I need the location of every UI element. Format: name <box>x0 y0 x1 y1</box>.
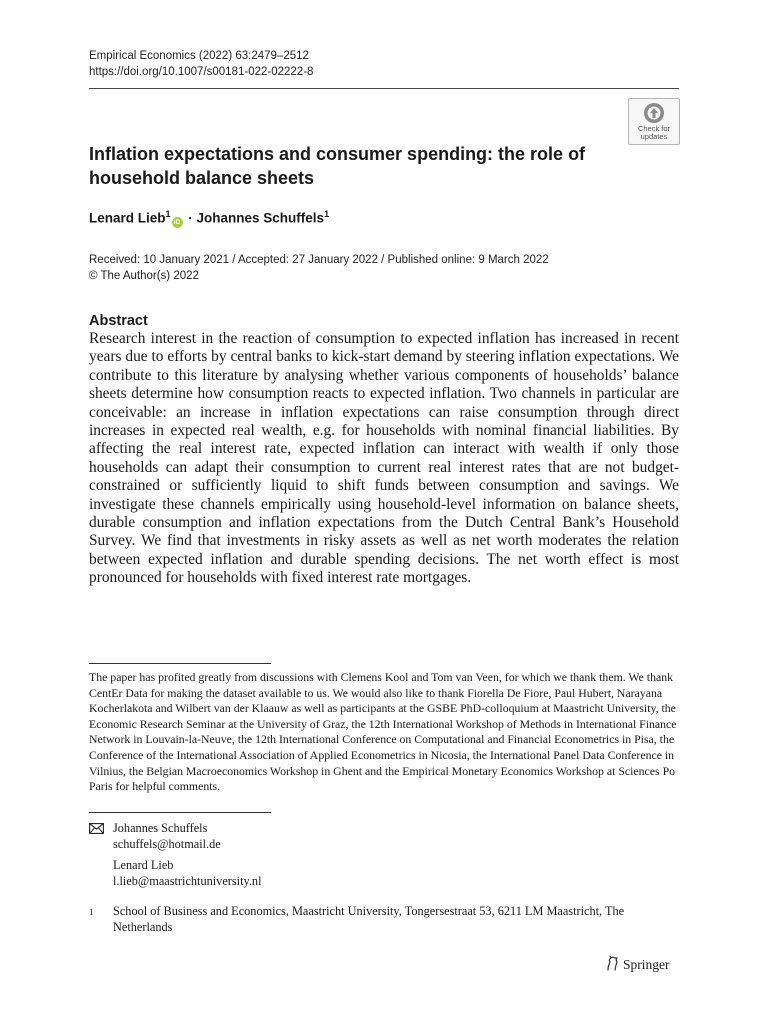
affiliation-text: School of Business and Economics, Maastricht University, Tongersestraat 53, 6211 LM Maastricht, The Netherlands <box>113 904 625 934</box>
paper-title: Inflation expectations and consumer spending: the role of household balance sheets <box>89 144 586 188</box>
journal-citation: Empirical Economics (2022) 63:2479–2512 <box>89 50 309 62</box>
publication-dates <box>89 252 549 284</box>
email-link[interactable]: schuffels@hotmail.de <box>113 837 221 851</box>
corresponding-author <box>113 820 221 852</box>
check-for-updates-button[interactable] <box>628 98 680 145</box>
journal-header <box>89 48 313 80</box>
check-updates-icon <box>643 102 665 124</box>
orcid-icon[interactable]: iD <box>172 217 183 228</box>
contact-name: Johannes Schuffels <box>113 821 208 835</box>
author-list <box>89 209 329 228</box>
header-rule <box>89 88 679 89</box>
abstract-heading: Abstract <box>89 313 148 329</box>
author-name[interactable]: Lenard Lieb <box>89 210 166 226</box>
email-link[interactable]: l.lieb@maastrichtuniversity.nl <box>113 874 262 888</box>
acknowledgement-footnote: The paper has profited greatly from discussions with Clemens Kool and Tom van Veen, for which we thank them. We thank CentEr Data for making the dataset available to us. We would also like to thank Fiorella De Fiore, Paul Hubert, Narayana Kocherlakota and Wilbert van der Klaauw as well as participants at the GSBE PhD-colloquium at Maastricht University, the Economic Research Seminar at the University of Graz, the 12th International Workshop of Methods in International Finance Network in Louvain-la-Neuve, the 12th International Conference on Computational and Financial Econometrics in Pisa, the Conference of the International Association of Applied Econometrics in Nicosia, the International Panel Data Conference in Vilnius, the Belgian Macroeconomics Workshop in Ghent and the Empirical Monetary Economics Workshop at Sciences Po Paris for helpful comments. <box>89 670 677 794</box>
publisher-logo <box>604 955 670 973</box>
affiliation-marker: 1 <box>324 209 330 219</box>
copyright-notice: © The Author(s) 2022 <box>89 270 199 282</box>
publisher-name: Springer <box>623 957 670 972</box>
contact-name: Lenard Lieb <box>113 858 174 872</box>
co-author-contact <box>113 857 262 889</box>
correspondence-rule <box>89 812 271 813</box>
affiliation-number: 1 <box>89 907 94 917</box>
author-separator: · <box>184 210 197 226</box>
doi-link[interactable]: https://doi.org/10.1007/s00181-022-02222-8 <box>89 66 314 78</box>
affiliation-marker: 1 <box>165 209 171 219</box>
history-dates: Received: 10 January 2021 / Accepted: 27 January 2022 / Published online: 9 March 2022 <box>89 254 549 266</box>
springer-horse-icon <box>604 955 621 972</box>
footnote-rule <box>89 663 271 664</box>
check-updates-label-1: Check for <box>637 124 671 133</box>
abstract-text: Research interest in the reaction of consumption to expected inflation has increased in recent years due to efforts by central banks to kick-start demand by steering inflation expectations. We contribute to this literature by analysing whether various components of households’ balance sheets determine how consumption reacts to expected inflation. Two channels in particular are conceivable: an increase in inflation expectations can raise consumption through direct increases in expected real wealth, e.g. for households with nominal financial liabilities. By affecting the real interest rate, expected inflation can interact with wealth if only those households can adapt their consumption to current real interest rates that are not budget-constrained or sufficiently liquid to shift funds between consumption and savings. We investigate these channels empirically using household-level information on balance sheets, durable consumption and inflation expectations from the Dutch Central Bank’s Household Survey. We find that investments in risky assets as well as net worth moderates the relation between expected inflation and durable spending decisions. The net worth effect is most pronounced for households with fixed interest rate mortgages. <box>89 330 679 587</box>
check-updates-label-2: updates <box>640 132 668 141</box>
envelope-icon <box>89 823 104 834</box>
author-name[interactable]: Johannes Schuffels <box>196 210 325 226</box>
